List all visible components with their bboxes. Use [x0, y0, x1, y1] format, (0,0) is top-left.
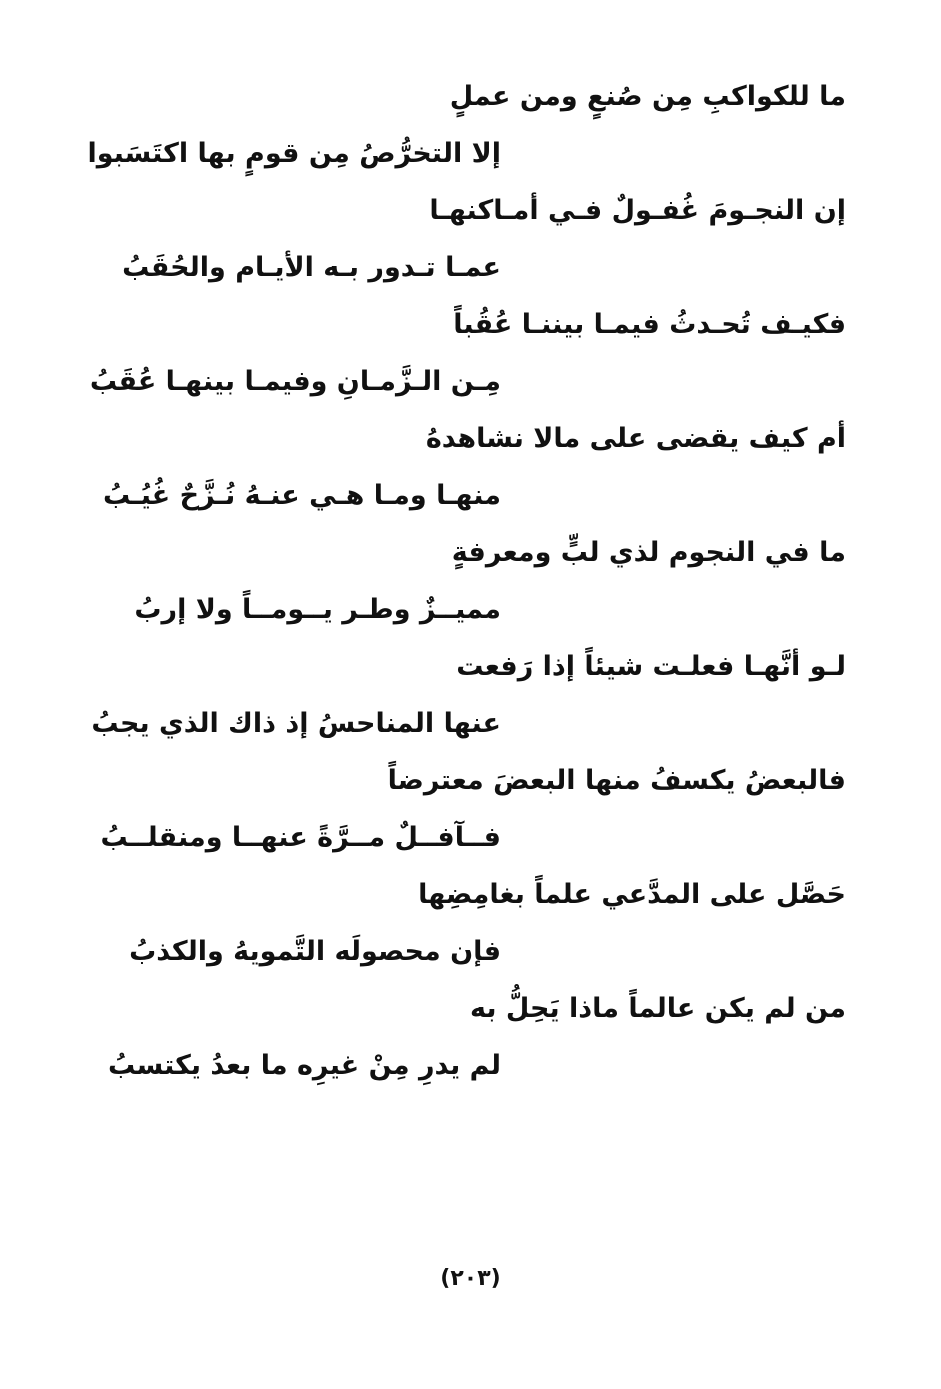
verse-2-first-hemistich: إن النجـومَ غُفـولٌ فـي أمـاكنهـا — [429, 195, 846, 226]
verse-2-second-hemistich: عمـا تـدور بـه الأيـام والحُقَبُ — [122, 252, 501, 283]
verse-9-second-hemistich: لم يدرِ مِنْ غيرِه ما بعدُ يكتسبُ — [108, 1050, 501, 1081]
verse-3-first-hemistich: فكيـف تُحـدثُ فيمـا بيننـا عُقُباً — [453, 309, 846, 340]
verse-1-first-hemistich: ما للكواكبِ مِن صُنعٍ ومن عملٍ — [449, 81, 846, 112]
verse-4-second-hemistich: منهـا ومـا هـي عنـهُ نُـزَّحٌ غُيُـبُ — [102, 480, 501, 511]
verse-6-second-hemistich: عنها المناحسُ إذ ذاك الذي يجبُ — [91, 708, 501, 739]
verse-8-first-hemistich: حَصَّل على المدَّعي علماً بغامِضِها — [418, 879, 846, 910]
poem-verses — [0, 72, 941, 1098]
verse-8-second-hemistich: فإن محصولَه التَّمويهُ والكذبُ — [129, 936, 501, 967]
verse-5-second-hemistich: مميــزٌ وطـر يــومــاً ولا إربُ — [134, 594, 501, 625]
verse-7-first-hemistich: فالبعضُ يكسفُ منها البعضَ معترضاً — [387, 765, 846, 796]
verse-5-first-hemistich: ما في النجوم لذي لبٍّ ومعرفةٍ — [451, 537, 846, 568]
page-number: (٢٠٣) — [440, 1266, 501, 1291]
verse-1-second-hemistich: إلا التخرُّصُ مِن قومٍ بها اكتَسَبوا — [87, 138, 501, 169]
verse-9-first-hemistich: من لم يكن عالماً ماذا يَحِلُّ به — [470, 993, 846, 1024]
verse-7-second-hemistich: فــآفــلٌ مــرَّةً عنهــا ومنقلــبُ — [100, 822, 501, 853]
verse-4-first-hemistich: أم كيف يقضى على مالا نشاهدهُ — [425, 423, 846, 454]
verse-3-second-hemistich: مِـن الـزَّمـانِ وفيمـا بينهـا عُقَبُ — [89, 366, 501, 397]
verse-6-first-hemistich: لـو أنَّهـا فعلـت شيئاً إذا رَفعت — [456, 651, 846, 682]
